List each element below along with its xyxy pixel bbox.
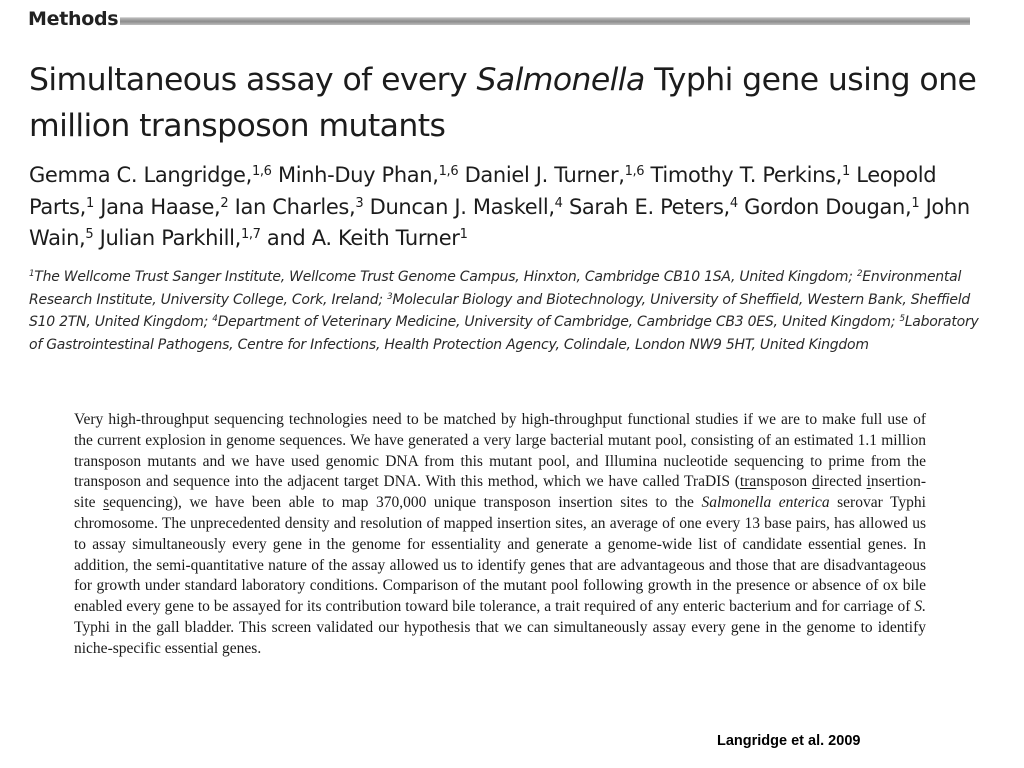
abstract bbox=[74, 410, 926, 660]
author-entry bbox=[267, 226, 468, 250]
author-name: and A. Keith Turner bbox=[266, 226, 460, 250]
author-affiliation-mark: 1 bbox=[85, 195, 94, 211]
abstract-text-4: Typhi in the gall bladder. This screen validated our hypothesis that we can simultaneously assay every gene in the genome to identify niche-specific essential genes. bbox=[74, 618, 926, 657]
author-name: Leopold Parts, bbox=[29, 163, 937, 219]
affiliation-list bbox=[29, 266, 989, 356]
author-entry bbox=[100, 195, 228, 219]
author-affiliation-mark: 1 bbox=[911, 195, 920, 211]
author-entry bbox=[651, 163, 850, 187]
author-affiliation-mark: 1,6 bbox=[438, 163, 459, 179]
abstract-organism: Salmonella enterica bbox=[701, 494, 830, 512]
author-entry bbox=[100, 226, 261, 250]
author-affiliation-mark: 4 bbox=[554, 195, 563, 211]
section-header bbox=[28, 4, 970, 34]
affiliation-mark: 1 bbox=[29, 269, 35, 280]
author-name: Sarah E. Peters, bbox=[568, 194, 730, 219]
abstract-acronym-s: s bbox=[103, 494, 110, 512]
author-affiliation-mark: 3 bbox=[355, 195, 364, 211]
abstract-text-2: equencing), we have been able to map 370,000 unique transposon insertion sites to the bbox=[109, 494, 702, 512]
section-label: Methods bbox=[28, 8, 119, 30]
affiliation-mark: 5 bbox=[899, 314, 905, 325]
abstract-text-1: Very high-throughput sequencing technologies need to be matched by high-throughput functional studies if we are to make full use of the current explosion in genome sequences. We have generated a very large bacterial mutant pool, consisting of an estimated 1.1 million transposon mutants and we have used genomic DNA from this mutant pool, and Illumina nucleotide sequencing to prime from the transposon and sequence into the adjacent target DNA. With this method, which we have called TraDIS ( bbox=[74, 411, 926, 491]
author-name: Daniel J. Turner, bbox=[464, 163, 625, 187]
author-entry bbox=[235, 195, 364, 219]
author-entry bbox=[29, 163, 272, 187]
author-name: Duncan J. Maskell, bbox=[369, 194, 555, 219]
affiliation-text: Molecular Biology and Biotechnology, University of Sheffield, Western Bank, Sheffield S10 2TN, United Kingdom; bbox=[29, 291, 971, 331]
affiliation-mark: 3 bbox=[387, 291, 393, 302]
abstract-acronym-d: d bbox=[811, 473, 820, 491]
author-affiliation-mark: 1 bbox=[459, 226, 468, 242]
section-divider bbox=[120, 17, 970, 25]
article-title bbox=[29, 57, 979, 149]
author-entry bbox=[370, 195, 563, 219]
author-entry bbox=[465, 163, 645, 187]
author-name: Timothy T. Perkins, bbox=[650, 163, 842, 187]
author-affiliation-mark: 5 bbox=[85, 226, 94, 242]
author-name: Ian Charles, bbox=[234, 194, 356, 219]
abstract-organism-abbrev: S. bbox=[914, 598, 926, 616]
author-list bbox=[29, 160, 989, 255]
affiliation-mark: 4 bbox=[212, 314, 218, 325]
author-name: Julian Parkhill, bbox=[99, 226, 241, 250]
affiliation-entry bbox=[212, 314, 899, 330]
author-name: Jana Haase, bbox=[100, 194, 221, 219]
author-name: John Wain, bbox=[29, 194, 970, 250]
abstract-acronym-seg-1: nsposon bbox=[756, 473, 812, 491]
author-affiliation-mark: 1,6 bbox=[251, 163, 272, 179]
author-affiliation-mark: 1,7 bbox=[240, 226, 261, 242]
abstract-text-3: serovar Typhi chromosome. The unprecedented density and resolution of mapped insertion sites, an average of one every 13 base pairs, has allowed us to assay simultaneously every gene in the genome for essentiality and generate a genome-wide list of candidate essential genes. In addition, the semi-quantitative nature of the assay allowed us to identify genes that are advantageous and those that are disadvantageous for growth under standard laboratory conditions. Comparison of the mutant pool following growth in the presence or absence of ox bile enabled every gene to be assayed for its contribution toward bile tolerance, a trait required of any enteric bacterium and for carriage of bbox=[74, 494, 926, 616]
affiliation-text: Environmental Research Institute, University College, Cork, Ireland; bbox=[29, 269, 962, 308]
abstract-acronym-seg-3: nsertion-site bbox=[74, 473, 926, 512]
author-affiliation-mark: 1,6 bbox=[624, 163, 645, 179]
author-entry bbox=[569, 195, 738, 219]
citation-label: Langridge et al. 2009 bbox=[717, 733, 861, 749]
author-affiliation-mark: 2 bbox=[220, 195, 229, 211]
affiliation-text: The Wellcome Trust Sanger Institute, Wellcome Trust Genome Campus, Hinxton, Cambridge CB10 1SA, United Kingdom; bbox=[34, 269, 857, 285]
author-name: Gemma C. Langridge, bbox=[29, 163, 252, 187]
author-entry bbox=[278, 163, 458, 187]
affiliation-text: Department of Veterinary Medicine, University of Cambridge, Cambridge CB3 0ES, United Kingdom; bbox=[217, 314, 900, 331]
author-affiliation-mark: 4 bbox=[729, 195, 738, 211]
affiliation-mark: 2 bbox=[856, 269, 863, 280]
author-affiliation-mark: 1 bbox=[841, 163, 850, 179]
affiliation-entry bbox=[29, 269, 857, 285]
title-part-2: Typhi gene using one million transposon mutants bbox=[29, 62, 977, 144]
author-name: Gordon Dougan, bbox=[744, 194, 912, 219]
abstract-acronym-tra: tra bbox=[739, 473, 757, 491]
abstract-acronym-seg-2: irected bbox=[819, 473, 867, 491]
title-organism: Salmonella bbox=[476, 62, 645, 98]
author-entry bbox=[744, 195, 919, 219]
author-name: Minh-Duy Phan, bbox=[277, 163, 439, 187]
title-part-1: Simultaneous assay of every bbox=[29, 62, 477, 98]
abstract-acronym-i: i bbox=[866, 473, 871, 491]
affiliation-text: Laboratory of Gastrointestinal Pathogens, Centre for Infections, Health Protection Agency, Colindale, London NW9 5HT, United Kingdom bbox=[29, 314, 979, 353]
